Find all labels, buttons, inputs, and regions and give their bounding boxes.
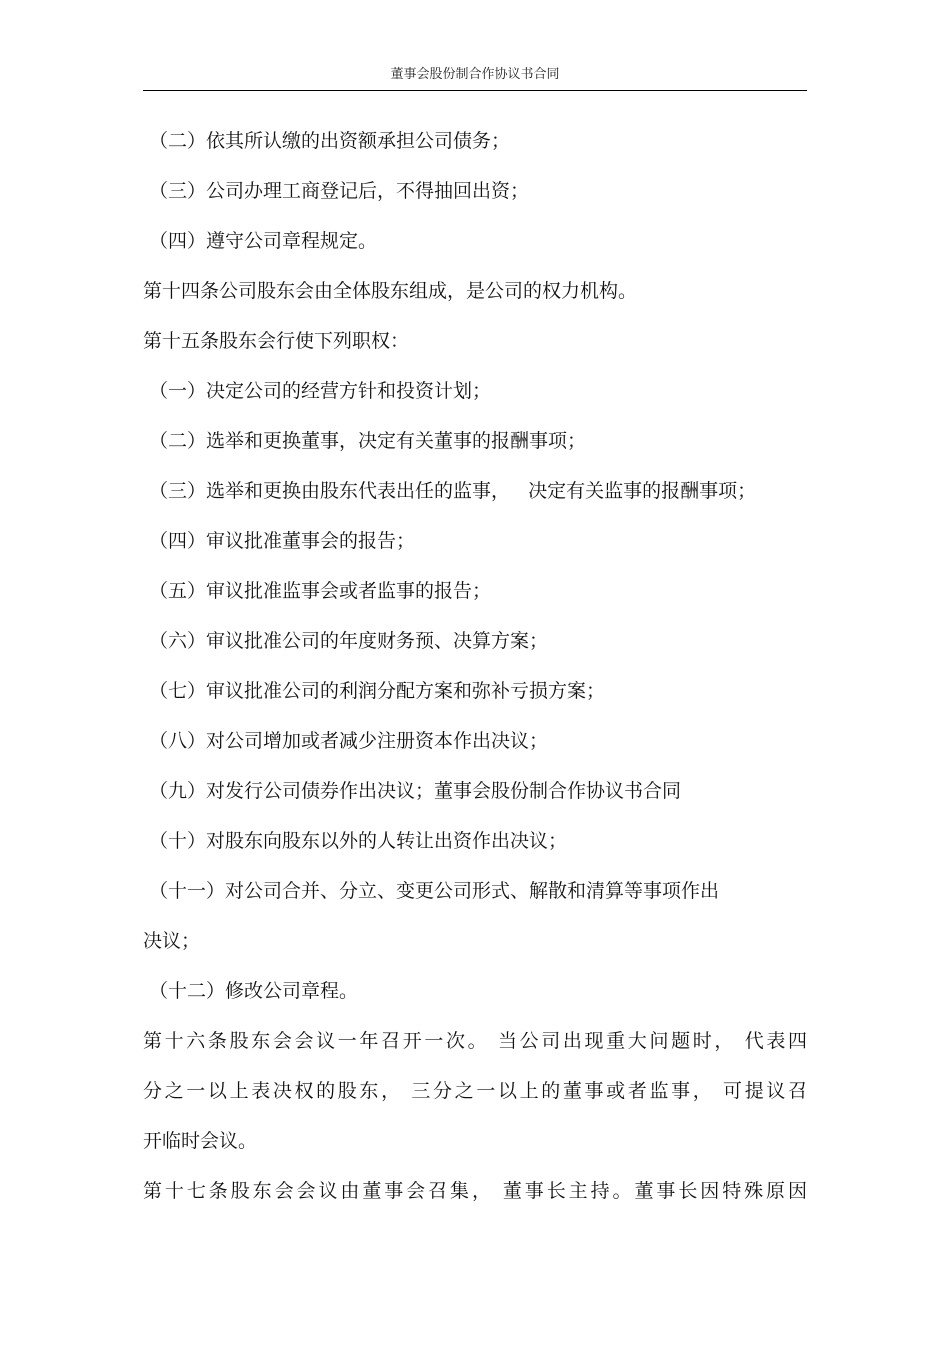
text-line: （十一）对公司合并、分立、变更公司形式、解散和清算等事项作出	[143, 880, 720, 902]
running-header: 董事会股份制合作协议书合同	[390, 67, 560, 82]
text-line: （十二）修改公司章程。	[143, 980, 359, 1002]
text-line: 开临时会议。	[143, 1130, 258, 1152]
text-line: （十）对股东向股东以外的人转让出资作出决议；	[143, 830, 568, 852]
header-rule	[143, 90, 807, 91]
document-body	[143, 120, 807, 1220]
text-line: 决议；	[143, 930, 201, 952]
text-line: （一）决定公司的经营方针和投资计划；	[143, 380, 492, 402]
text-line: 分之一以上表决权的股东， 三分之一以上的董事或者监事， 可提议召	[143, 1080, 807, 1102]
text-line: 第十七条股东会会议由董事会召集， 董事长主持。董事长因特殊原因	[143, 1180, 807, 1202]
text-line: （四）审议批准董事会的报告；	[143, 530, 416, 552]
text-line: （五）审议批准监事会或者监事的报告；	[143, 580, 492, 602]
text-line: （九）对发行公司债券作出决议；董事会股份制合作协议书合同	[143, 780, 682, 802]
text-line: （二）依其所认缴的出资额承担公司债务；	[143, 130, 511, 152]
text-line: （八）对公司增加或者减少注册资本作出决议；	[143, 730, 549, 752]
text-line: 第十五条股东会行使下列职权：	[143, 330, 410, 352]
text-line: （三）公司办理工商登记后，不得抽回出资；	[143, 180, 530, 202]
text-line: （七）审议批准公司的利润分配方案和弥补亏损方案；	[143, 680, 606, 702]
text-line: 第十六条股东会会议一年召开一次。 当公司出现重大问题时， 代表四	[143, 1030, 807, 1052]
text-line: （三）选举和更换由股东代表出任的监事， 决定有关监事的报酬事项；	[143, 480, 757, 502]
text-line: 第十四条公司股东会由全体股东组成，是公司的权力机构。	[143, 280, 638, 302]
text-line: （六）审议批准公司的年度财务预、决算方案；	[143, 630, 549, 652]
text-line: （二）选举和更换董事，决定有关董事的报酬事项；	[143, 430, 587, 452]
text-line: （四）遵守公司章程规定。	[143, 230, 378, 252]
